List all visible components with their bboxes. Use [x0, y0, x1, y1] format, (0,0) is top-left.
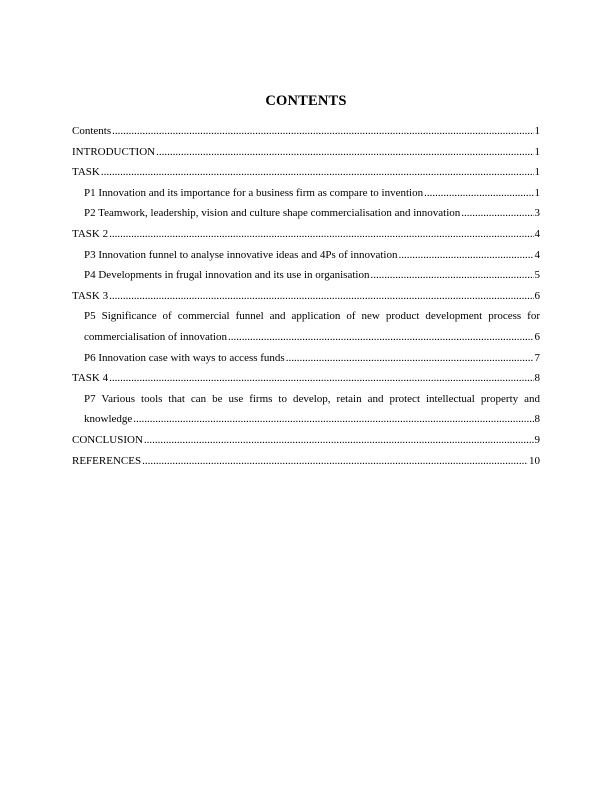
dot-leader	[286, 348, 534, 369]
toc-entry-contents[interactable]	[72, 121, 540, 142]
toc-entry-p7[interactable]	[72, 389, 540, 430]
toc-page-number: 5	[534, 269, 540, 282]
toc-entry-introduction[interactable]	[72, 142, 540, 163]
dot-leader	[398, 245, 533, 266]
dot-leader	[370, 265, 533, 286]
dot-leader	[133, 409, 533, 430]
toc-entry-text: INTRODUCTION	[72, 145, 156, 158]
toc-entry-task-2[interactable]	[72, 224, 540, 245]
toc-entry-p2[interactable]	[72, 203, 540, 224]
toc-entry-p5[interactable]	[72, 306, 540, 347]
dot-leader	[461, 203, 533, 224]
toc-page-number: 9	[534, 433, 540, 446]
toc-entry-text: P1 Innovation and its importance for a business firm as compare to invention	[84, 186, 424, 199]
toc-entry-references[interactable]	[72, 451, 540, 472]
toc-entry-task-4[interactable]	[72, 368, 540, 389]
toc-page-number: 4	[534, 227, 540, 240]
toc-page-number: 6	[534, 330, 540, 343]
dot-leader	[144, 430, 534, 451]
toc-entry-text: P3 Innovation funnel to analyse innovative ideas and 4Ps of innovation	[84, 248, 398, 261]
toc-page-number: 10	[529, 454, 540, 467]
toc-entry-text: TASK 3	[72, 289, 109, 302]
toc-page-number: 1	[534, 186, 540, 199]
dot-leader	[109, 286, 533, 307]
toc-entry-text: P4 Developments in frugal innovation and its use in organisation	[84, 269, 370, 282]
toc-entry-text: Contents	[72, 125, 112, 137]
toc-entry-p6[interactable]	[72, 348, 540, 369]
toc-page-number: 1	[534, 145, 540, 158]
dot-leader	[424, 183, 533, 204]
dot-leader	[112, 121, 533, 142]
toc-entry-text: P2 Teamwork, leadership, vision and culture shape commercialisation and innovation	[84, 207, 461, 220]
toc-page-number: 4	[534, 248, 540, 261]
dot-leader	[109, 224, 533, 245]
toc-entry-line-2	[84, 409, 540, 430]
toc-page-number: 3	[534, 207, 540, 220]
toc-entry-conclusion[interactable]	[72, 430, 540, 451]
dot-leader	[101, 162, 534, 183]
dot-leader	[142, 451, 528, 472]
toc-entry-text: TASK 2	[72, 227, 109, 240]
toc-page-number: 1	[534, 125, 540, 137]
dot-leader	[156, 142, 533, 163]
toc-entry-text-line-2: commercialisation of innovation	[84, 330, 227, 343]
toc-entry-text: TASK	[72, 166, 100, 179]
toc-page-number: 8	[534, 372, 540, 385]
toc-page-number: 7	[534, 351, 540, 364]
table-of-contents	[72, 121, 540, 471]
toc-entry-task-3[interactable]	[72, 286, 540, 307]
toc-entry-task[interactable]	[72, 162, 540, 183]
toc-entry-text-line-2: knowledge	[84, 413, 133, 426]
toc-page-number: 8	[534, 413, 540, 426]
toc-entry-text: TASK 4	[72, 372, 109, 385]
toc-page-number: 6	[534, 289, 540, 302]
toc-entry-p4[interactable]	[72, 265, 540, 286]
toc-entry-p1[interactable]	[72, 183, 540, 204]
dot-leader	[228, 327, 534, 348]
toc-entry-text-line-1: P5 Significance of commercial funnel and application of new product development process for	[84, 310, 540, 323]
toc-entry-text: REFERENCES	[72, 454, 142, 467]
toc-entry-text: P6 Innovation case with ways to access funds	[84, 351, 285, 364]
toc-entry-text: CONCLUSION	[72, 433, 143, 446]
toc-page-number: 1	[534, 166, 540, 179]
dot-leader	[109, 368, 533, 389]
page-title: CONTENTS	[265, 93, 347, 109]
toc-entry-text-line-1: P7 Various tools that can be use firms to develop, retain and protect intellectual property and	[84, 392, 540, 405]
toc-entry-line-2	[84, 327, 540, 348]
toc-entry-p3[interactable]	[72, 245, 540, 266]
